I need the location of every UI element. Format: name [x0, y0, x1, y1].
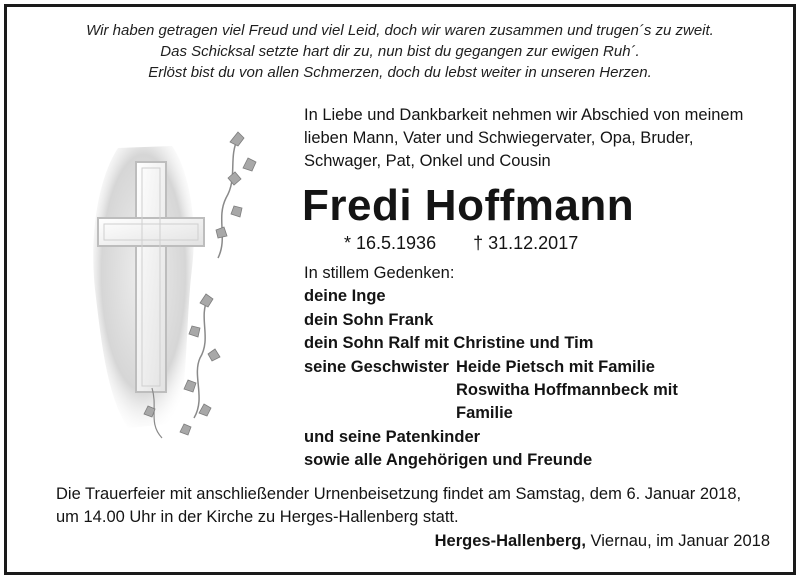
death-date: † 31.12.2017 — [473, 233, 579, 253]
mourner-godchildren: und seine Patenkinder — [304, 427, 481, 446]
place-date — [435, 532, 770, 551]
deceased-name: Fredi Hoffmann — [302, 181, 635, 230]
intro-line: In Liebe und Dankbarkeit nehmen wir Abschied von meinem — [304, 106, 744, 124]
sibling-name: Familie — [456, 404, 513, 423]
sibling-name: Roswitha Hoffmannbeck mit — [456, 380, 678, 399]
place-town: Herges-Hallenberg, — [434, 532, 586, 550]
service-line: um 14.00 Uhr in der Kirche zu Herges-Hallenberg statt. — [56, 508, 459, 526]
service-info — [56, 483, 741, 529]
mourner-son: dein Sohn Frank — [304, 310, 434, 329]
cross-with-ivy-illustration — [88, 118, 268, 448]
mourners-list — [304, 262, 678, 473]
intro-line: lieben Mann, Vater und Schwiegervater, Opa, Bruder, — [304, 129, 694, 147]
place-rest: Viernau, im Januar 2018 — [585, 532, 770, 550]
life-dates — [344, 231, 578, 255]
service-line: Die Trauerfeier mit anschließender Urnenbeisetzung findet am Samstag, dem 6. Januar 2018, — [56, 485, 742, 503]
birth-date: * 16.5.1936 — [344, 233, 437, 253]
mourners-heading: In stillem Gedenken: — [304, 264, 455, 282]
poem-line: Wir haben getragen viel Freud und viel Leid, doch wir waren zusammen und trugen´s zu zweit. — [86, 22, 714, 39]
mourner-wife: deine Inge — [304, 287, 386, 306]
mourner-relatives: sowie alle Angehörigen und Freunde — [304, 451, 593, 470]
sibling-name: Heide Pietsch mit Familie — [456, 357, 655, 376]
mourner-siblings-row — [304, 379, 678, 402]
mourner-siblings-row — [304, 356, 655, 379]
poem-line: Erlöst bist du von allen Schmerzen, doch du lebst weiter in unseren Herzen. — [148, 64, 652, 81]
siblings-label: seine Geschwister — [304, 357, 449, 376]
poem — [0, 20, 800, 83]
mourner-siblings-row — [304, 402, 593, 425]
poem-line: Das Schicksal setzte hart dir zu, nun bist du gegangen zur ewigen Ruh´. — [160, 43, 640, 60]
mourner-son: dein Sohn Ralf mit Christine und Tim — [304, 334, 594, 353]
intro-line: Schwager, Pat, Onkel und Cousin — [304, 152, 551, 170]
intro-text — [304, 104, 774, 173]
